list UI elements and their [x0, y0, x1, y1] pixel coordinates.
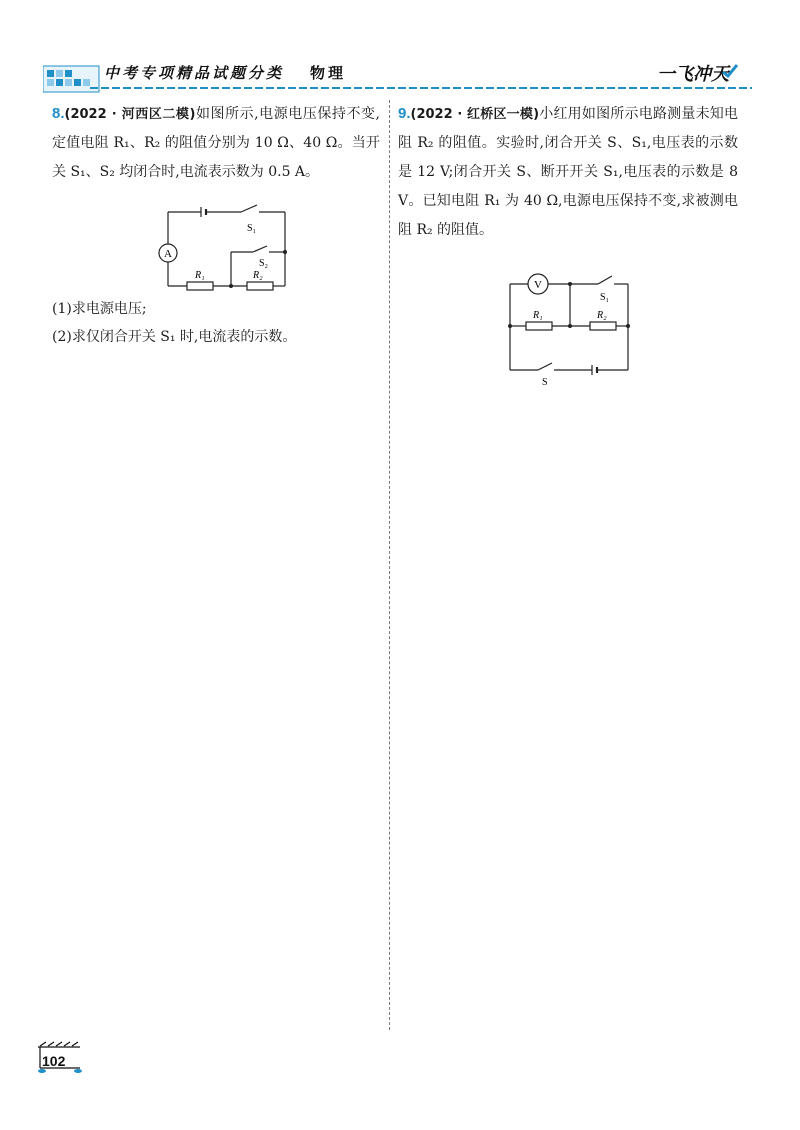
brand-check-icon: [722, 64, 738, 78]
column-divider: [389, 100, 390, 1030]
question-8-number: 8.: [52, 105, 65, 122]
switch-s2-label: S₂: [259, 258, 269, 269]
resistor-r2-label: R₂: [253, 270, 263, 281]
switch-s-label: S: [542, 377, 548, 388]
question-8-text: 如图所示,电源电压保持不变,定值电阻 R₁、R₂ 的阻值分别为 10 Ω、40 Ω。当开关 S₁、S₂ 均闭合时,电流表示数为 0.5 A。: [52, 106, 380, 180]
switch-s1-label: S₁: [600, 292, 610, 303]
question-8: [52, 99, 380, 187]
question-9-text: 小红用如图所示电路测量未知电阻 R₂ 的阻值。实验时,闭合开关 S、S₁,电压表的示数是 12 V;闭合开关 S、断开开关 S₁,电压表的示数是 8 V。已知电阻 R₁ 为 40 Ω,电源电压保持不变,求被测电阻 R₂ 的阻值。: [398, 106, 738, 238]
page-number: 102: [42, 1053, 66, 1069]
question-8-circuit: [155, 204, 295, 296]
brand-logo: 一飞冲天: [657, 64, 729, 85]
question-9-number: 9.: [398, 105, 411, 122]
question-9-circuit: [500, 272, 640, 388]
voltmeter-label: V: [534, 279, 542, 291]
resistor-r1-label: R₁: [533, 310, 543, 321]
ammeter-label: A: [164, 248, 172, 260]
question-8-part-1: (1)求电源电压;: [52, 301, 147, 317]
question-9-source: (2022 · 红桥区一模): [410, 107, 540, 122]
resistor-r1-label: R₁: [195, 270, 205, 281]
page-header: [0, 0, 800, 100]
question-8-part-2: (2)求仅闭合开关 S₁ 时,电流表的示数。: [52, 329, 297, 345]
header-divider: [90, 86, 752, 90]
switch-s1-label: S₁: [247, 223, 257, 234]
header-subject: 物理: [310, 64, 347, 82]
header-title: 中考专项精品试题分类: [104, 64, 285, 82]
question-9: [398, 99, 738, 245]
question-8-source: (2022 · 河西区二模): [64, 107, 196, 122]
resistor-r2-label: R₂: [597, 310, 607, 321]
